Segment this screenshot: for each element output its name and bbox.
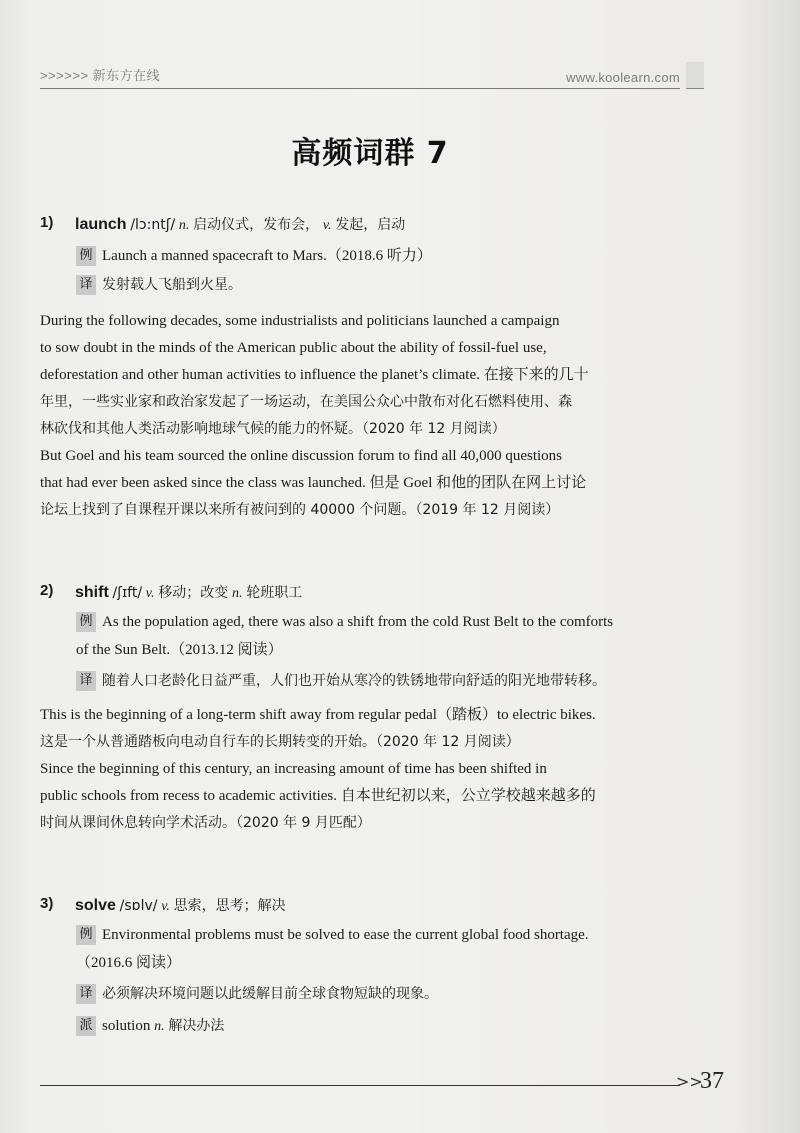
example-tag: 例 — [76, 925, 96, 945]
headword: solve — [75, 897, 116, 914]
paragraph-line: Since the beginning of this century, an increasing amount of time has been shifted in — [40, 761, 547, 777]
translation-line — [40, 670, 700, 696]
translation-tag: 译 — [76, 671, 96, 691]
entry-headline: 1) launch /lɔ:ntʃ/ n. 启动仪式，发布会， v. 发起，启动 — [40, 214, 406, 233]
translation-text: 必须解决环境问题以此缓解目前全球食物短缺的现象。 — [102, 986, 438, 1002]
paragraph-line: 年里，一些实业家和政治家发起了一场运动，在美国公众心中散布对化石燃料使用、森 — [40, 394, 572, 410]
entry-number: 1) — [40, 214, 54, 231]
running-header — [40, 62, 680, 89]
example-line — [40, 612, 700, 638]
entry-number: 3) — [40, 895, 54, 912]
paragraph-line: 论坛上找到了自课程开课以来所有被问到的 40000 个问题。（2019 年 12 月阅读） — [40, 502, 560, 518]
paragraph-line: to sow doubt in the minds of the American public about the ability of fossil-fuel use, — [40, 340, 547, 356]
header-edge-tab — [686, 62, 704, 89]
example-line-continued — [40, 951, 700, 977]
part-of-speech: n. — [231, 586, 243, 601]
translation-text: 发射载人飞船到火星。 — [102, 277, 242, 293]
extra-example-paragraph — [40, 308, 696, 443]
phonetic: /sɒlv/ — [119, 898, 158, 914]
headword: shift — [75, 584, 109, 601]
header-website: www.koolearn.com — [566, 70, 680, 85]
example-sentence-cont: of the Sun Belt.（2013.12 阅读） — [76, 642, 283, 658]
header-series-label: >>>>>> 新东方在线 — [40, 68, 161, 83]
example-sentence: Launch a manned spacecraft to Mars.（2018.6 听力） — [102, 248, 432, 264]
paragraph-line: 时间从课间休息转向学术活动。（2020 年 9 月匹配） — [40, 815, 371, 831]
entry-headline — [40, 895, 700, 919]
paragraph-line: This is the beginning of a long-term shift away from regular pedal（踏板）to electric bikes. — [40, 707, 596, 723]
derivative-word: solution — [102, 1018, 151, 1034]
part-of-speech: v. — [322, 218, 332, 233]
phonetic: /lɔ:ntʃ/ — [130, 217, 176, 233]
vocab-entry-solve — [40, 895, 700, 1041]
derivative-meaning: 解决办法 — [168, 1018, 225, 1034]
paragraph-line: deforestation and other human activities to influence the planet’s climate. 在接下来的几十 — [40, 367, 589, 383]
example-tag: 例 — [76, 246, 96, 266]
part-of-speech: n. — [178, 218, 190, 233]
definition: 移动；改变 — [158, 585, 229, 601]
example-sentence: As the population aged, there was also a shift from the cold Rust Belt to the comforts — [102, 614, 614, 630]
phonetic: /ʃɪft/ — [112, 585, 143, 601]
translation-line — [40, 983, 700, 1009]
entry-number: 2) — [40, 582, 54, 599]
paragraph-line: During the following decades, some industrialists and politicians launched a campaign — [40, 313, 560, 329]
paragraph-line: public schools from recess to academic activities. 自本世纪初以来，公立学校越来越多的 — [40, 788, 596, 804]
example-sentence: Environmental problems must be solved to ease the current global food shortage. — [102, 927, 589, 943]
page-title: 高频词群 7 — [291, 136, 449, 171]
translation-text: 随着人口老龄化日益严重，人们也开始从寒冷的铁锈地带向舒适的阳光地带转移。 — [102, 673, 606, 689]
footer-rule — [40, 1085, 680, 1086]
definition: 发起，启动 — [335, 217, 406, 233]
part-of-speech: v. — [145, 586, 155, 601]
entry-headline — [40, 582, 700, 606]
footer-arrow-icon: >> — [676, 1072, 703, 1091]
definition: 思索，思考；解决 — [173, 898, 286, 914]
paragraph-line: 这是一个从普通踏板向电动自行车的长期转变的开始。（2020 年 12 月阅读） — [40, 734, 520, 750]
translation-tag: 译 — [76, 984, 96, 1004]
paragraph-line: But Goel and his team sourced the online discussion forum to find all 40,000 questions — [40, 448, 563, 464]
extra-example-paragraph — [40, 756, 696, 837]
derivative-tag: 派 — [76, 1016, 96, 1036]
paragraph-line: 林砍伐和其他人类活动影响地球气候的能力的怀疑。（2020 年 12 月阅读） — [40, 421, 506, 437]
vocab-entry-shift — [40, 582, 700, 837]
extra-example-paragraph — [40, 443, 696, 524]
translation-tag: 译 — [76, 275, 96, 295]
derivative-line — [40, 1015, 700, 1041]
headword: launch — [75, 216, 127, 233]
vocab-entry-launch — [40, 214, 700, 524]
page-number: 37 — [700, 1068, 724, 1094]
example-line — [40, 244, 700, 270]
definition: 轮班职工 — [246, 585, 303, 601]
definition: 启动仪式，发布会 — [193, 217, 306, 233]
example-sentence-cont: （2016.6 阅读） — [76, 955, 182, 971]
part-of-speech: n. — [154, 1019, 165, 1034]
example-line — [40, 925, 700, 951]
paragraph-line: that had ever been asked since the class was launched. 但是 Goel 和他的团队在网上讨论 — [40, 475, 587, 491]
extra-example-paragraph — [40, 702, 696, 756]
part-of-speech: v. — [161, 899, 170, 914]
example-line-continued — [40, 638, 700, 664]
example-tag: 例 — [76, 612, 96, 632]
translation-line — [40, 274, 700, 300]
